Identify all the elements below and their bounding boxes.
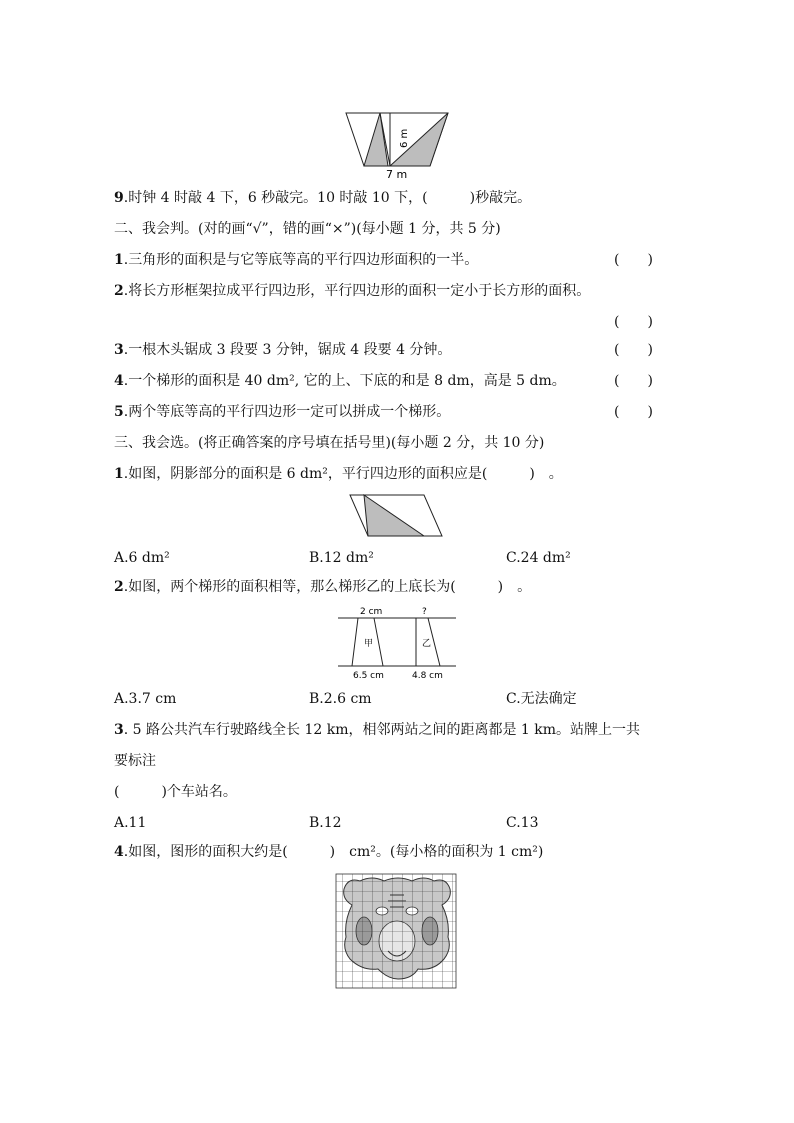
section-3-title: 三、我会选。(将正确答案的序号填在括号里)(每小题 2 分，共 10 分): [114, 435, 545, 451]
choice-question-3: 3. 5 路公共汽车行驶路线全长 12 km，相邻两站之间的距离都是 1 km。站牌上一共: [114, 722, 641, 738]
option-q2-c[interactable]: C.无法确定: [506, 691, 577, 707]
choice-question-1: 1.如图，阴影部分的面积是 6 dm²，平行四边形的面积应是( ) 。: [114, 466, 563, 482]
option-q3-b[interactable]: B.12: [309, 815, 342, 831]
option-q1-a[interactable]: A.6 dm²: [114, 550, 170, 566]
height-label: 6 m: [399, 128, 410, 148]
option-q1-c[interactable]: C.24 dm²: [506, 550, 571, 566]
bottom-left-label: 6.5 cm: [353, 671, 384, 681]
trapezoid-figure: [340, 110, 455, 180]
answer-paren-5[interactable]: ( ): [614, 404, 653, 420]
option-q2-a[interactable]: A.3.7 cm: [114, 691, 177, 707]
grid-tiger-figure: [332, 871, 462, 991]
judge-item-1: 1.三角形的面积是与它等底等高的平行四边形面积的一半。: [114, 252, 479, 268]
answer-paren-3[interactable]: ( ): [614, 342, 653, 358]
two-trapezoids-figure: [336, 602, 460, 682]
option-q2-b[interactable]: B.2.6 cm: [309, 691, 372, 707]
judge-item-5: 5.两个等底等高的平行四边形一定可以拼成一个梯形。: [114, 404, 451, 420]
option-q3-a[interactable]: A.11: [114, 815, 147, 831]
top-right-label: ?: [422, 607, 427, 617]
judge-item-3: 3.一根木头锯成 3 段要 3 分钟，锯成 4 段要 4 分钟。: [114, 342, 452, 358]
choice-question-3-line3: ( )个车站名。: [114, 784, 237, 800]
answer-paren-2[interactable]: ( ): [614, 314, 653, 330]
trapezoid-b-label: 乙: [422, 639, 432, 649]
base-label: 7 m: [386, 168, 408, 180]
judge-item-4: 4.一个梯形的面积是 40 dm², 它的上、下底的和是 8 dm，高是 5 dm。: [114, 373, 566, 389]
answer-paren-4[interactable]: ( ): [614, 373, 653, 389]
choice-question-2: 2.如图，两个梯形的面积相等，那么梯形乙的上底长为( ) 。: [114, 579, 532, 595]
question-9: 9.时钟 4 时敲 4 下，6 秒敲完。10 时敲 10 下，( )秒敲完。: [114, 190, 532, 206]
bottom-right-label: 4.8 cm: [412, 671, 443, 681]
trapezoid-a-label: 甲: [364, 639, 374, 649]
parallelogram-figure: [348, 493, 445, 539]
option-q3-c[interactable]: C.13: [506, 815, 539, 831]
section-2-title: 二、我会判。(对的画“√”，错的画“×”)(每小题 1 分，共 5 分): [114, 221, 501, 237]
option-q1-b[interactable]: B.12 dm²: [309, 550, 374, 566]
judge-item-2: 2.将长方形框架拉成平行四边形，平行四边形的面积一定小于长方形的面积。: [114, 283, 591, 299]
top-left-label: 2 cm: [360, 607, 383, 617]
choice-question-3-line2: 要标注: [114, 753, 156, 769]
choice-question-4: 4.如图，图形的面积大约是( ) cm²。(每小格的面积为 1 cm²): [114, 844, 544, 860]
answer-paren-1[interactable]: ( ): [614, 252, 653, 268]
